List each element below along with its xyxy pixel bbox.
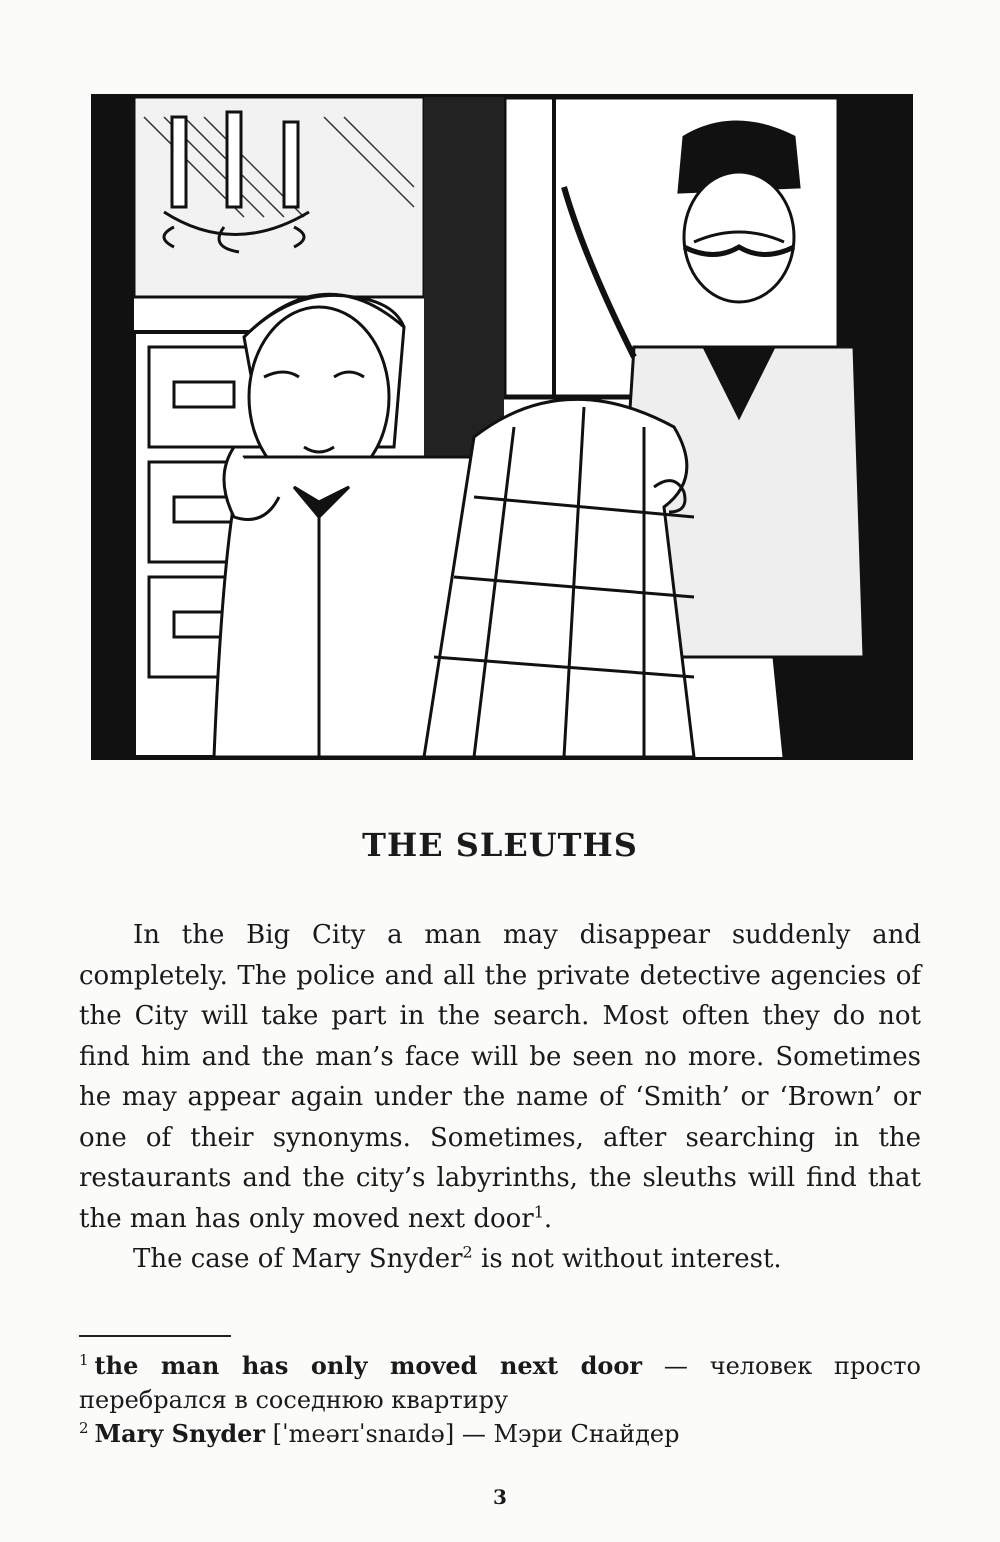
page-number: 3 <box>493 1485 507 1509</box>
footnote-marker: 2 <box>79 1419 89 1437</box>
footnote <box>79 1417 921 1451</box>
paragraph-text: In the Big City a man may disappear suddenly and completely. The police and all the private detective agencies of the City will take part in the search. Most often they do not find him and the man’s face will be seen no more. Sometimes he may appear again under the name of ‘Smith’ or ‘Brown’ or one of their synonyms. Sometimes, after searching in the restaurants and the city’s labyrinths, the sleuths will find that the man has only moved next door <box>79 920 921 1234</box>
footnotes <box>79 1349 921 1451</box>
footnote-marker: 1 <box>79 1351 89 1369</box>
footnote-translation: [ˈmeərɪˈsnaɪdə] — Мэри Снайдер <box>265 1420 680 1448</box>
paragraph <box>79 915 921 1239</box>
paragraph-text: The case of Mary Snyder <box>133 1244 463 1274</box>
footnote-term: Mary Snyder <box>94 1419 266 1448</box>
footnote-term: the man has only moved next door <box>94 1351 643 1380</box>
story-body <box>79 915 921 1280</box>
footnote-reference[interactable]: 1 <box>533 1201 544 1221</box>
story-title: THE SLEUTHS <box>362 826 638 864</box>
footnote-reference[interactable]: 2 <box>462 1242 473 1262</box>
story-illustration <box>91 94 913 760</box>
paragraph <box>79 1239 921 1280</box>
paragraph-tail: . <box>543 1203 553 1234</box>
footnote-divider <box>79 1335 231 1337</box>
footnote-translation: — человек просто перебрался в соседнюю квартиру <box>79 1352 922 1414</box>
paragraph-tail: is not without interest. <box>472 1244 782 1274</box>
illustration-drawing <box>94 97 910 757</box>
footnote <box>79 1349 921 1417</box>
